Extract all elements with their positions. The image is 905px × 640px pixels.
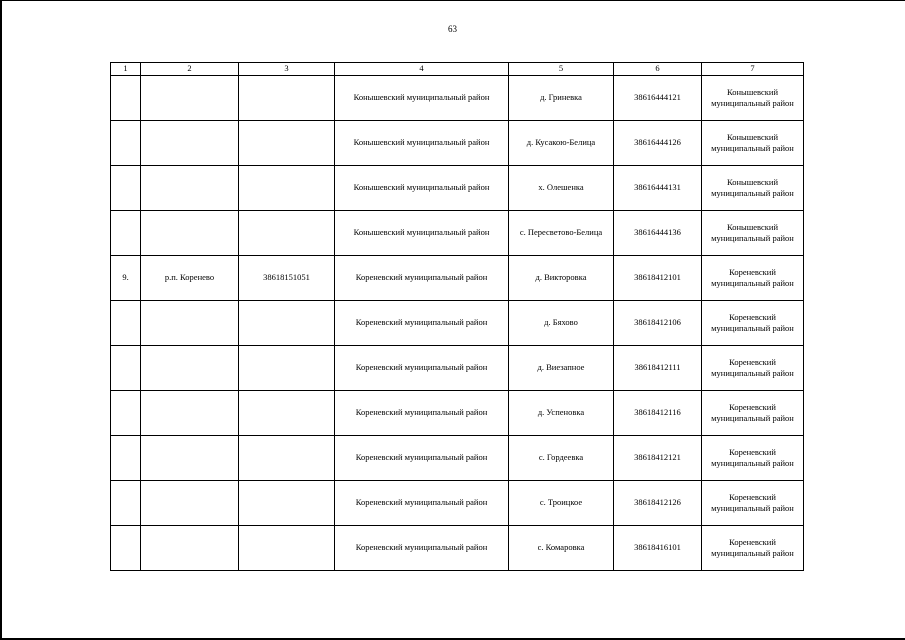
municipal-district-cell: Кореневский муниципальный район bbox=[335, 301, 509, 346]
district-cell: Конышевский муниципальный район bbox=[702, 76, 804, 121]
table-row bbox=[111, 166, 804, 211]
municipal-district-cell: Конышевский муниципальный район bbox=[335, 166, 509, 211]
district-cell: Конышевский муниципальный район bbox=[702, 166, 804, 211]
municipal-district-cell: Кореневский муниципальный район bbox=[335, 256, 509, 301]
table-row bbox=[111, 391, 804, 436]
municipal-district-cell: Кореневский муниципальный район bbox=[335, 526, 509, 571]
district-cell: Кореневский муниципальный район bbox=[702, 481, 804, 526]
locality-code-cell: 38616444126 bbox=[614, 121, 702, 166]
settlements-table bbox=[110, 62, 804, 571]
row-number-cell bbox=[111, 436, 141, 481]
table-row bbox=[111, 481, 804, 526]
oktmo-code-cell bbox=[239, 121, 335, 166]
row-number-cell bbox=[111, 526, 141, 571]
row-number-cell bbox=[111, 481, 141, 526]
column-header-7: 7 bbox=[702, 63, 804, 76]
district-cell: Кореневский муниципальный район bbox=[702, 526, 804, 571]
locality-cell: д. Викторовка bbox=[509, 256, 614, 301]
table-row bbox=[111, 301, 804, 346]
locality-code-cell: 38616444131 bbox=[614, 166, 702, 211]
page-frame-top bbox=[0, 0, 905, 1]
table-body bbox=[111, 76, 804, 571]
table-row bbox=[111, 76, 804, 121]
oktmo-code-cell: 38618151051 bbox=[239, 256, 335, 301]
locality-code-cell: 38616444121 bbox=[614, 76, 702, 121]
settlement-cell bbox=[141, 526, 239, 571]
settlement-cell bbox=[141, 346, 239, 391]
table-row bbox=[111, 526, 804, 571]
oktmo-code-cell bbox=[239, 346, 335, 391]
locality-cell: д. Виезапное bbox=[509, 346, 614, 391]
row-number-cell bbox=[111, 166, 141, 211]
table-row bbox=[111, 436, 804, 481]
column-header-2: 2 bbox=[141, 63, 239, 76]
page-number: 63 bbox=[448, 24, 457, 34]
row-number-cell bbox=[111, 346, 141, 391]
column-header-4: 4 bbox=[335, 63, 509, 76]
district-cell: Кореневский муниципальный район bbox=[702, 256, 804, 301]
district-cell: Кореневский муниципальный район bbox=[702, 391, 804, 436]
column-header-3: 3 bbox=[239, 63, 335, 76]
settlement-cell bbox=[141, 121, 239, 166]
locality-cell: д. Кусакою-Белица bbox=[509, 121, 614, 166]
locality-code-cell: 38618412116 bbox=[614, 391, 702, 436]
municipal-district-cell: Конышевский муниципальный район bbox=[335, 76, 509, 121]
column-header-1: 1 bbox=[111, 63, 141, 76]
row-number-cell bbox=[111, 121, 141, 166]
locality-code-cell: 38616444136 bbox=[614, 211, 702, 256]
table-row bbox=[111, 256, 804, 301]
oktmo-code-cell bbox=[239, 166, 335, 211]
district-cell: Конышевский муниципальный район bbox=[702, 211, 804, 256]
settlement-cell bbox=[141, 76, 239, 121]
settlement-cell: р.п. Коренево bbox=[141, 256, 239, 301]
district-cell: Кореневский муниципальный район bbox=[702, 346, 804, 391]
table-row bbox=[111, 346, 804, 391]
column-header-6: 6 bbox=[614, 63, 702, 76]
locality-code-cell: 38618416101 bbox=[614, 526, 702, 571]
district-cell: Конышевский муниципальный район bbox=[702, 121, 804, 166]
table-header-row bbox=[111, 63, 804, 76]
locality-cell: с. Комаровка bbox=[509, 526, 614, 571]
oktmo-code-cell bbox=[239, 526, 335, 571]
oktmo-code-cell bbox=[239, 481, 335, 526]
oktmo-code-cell bbox=[239, 301, 335, 346]
locality-cell: д. Бяхово bbox=[509, 301, 614, 346]
oktmo-code-cell bbox=[239, 211, 335, 256]
column-header-5: 5 bbox=[509, 63, 614, 76]
settlement-cell bbox=[141, 301, 239, 346]
table-row bbox=[111, 121, 804, 166]
municipal-district-cell: Кореневский муниципальный район bbox=[335, 436, 509, 481]
row-number-cell bbox=[111, 211, 141, 256]
settlement-cell bbox=[141, 166, 239, 211]
oktmo-code-cell bbox=[239, 391, 335, 436]
locality-cell: с. Гордеевка bbox=[509, 436, 614, 481]
row-number-cell: 9. bbox=[111, 256, 141, 301]
locality-cell: д. Гриневка bbox=[509, 76, 614, 121]
district-cell: Кореневский муниципальный район bbox=[702, 301, 804, 346]
locality-code-cell: 38618412121 bbox=[614, 436, 702, 481]
locality-cell: х. Олешенка bbox=[509, 166, 614, 211]
settlement-cell bbox=[141, 481, 239, 526]
settlement-cell bbox=[141, 211, 239, 256]
district-cell: Кореневский муниципальный район bbox=[702, 436, 804, 481]
table-row bbox=[111, 211, 804, 256]
row-number-cell bbox=[111, 391, 141, 436]
oktmo-code-cell bbox=[239, 436, 335, 481]
settlement-cell bbox=[141, 436, 239, 481]
page-frame-left bbox=[0, 0, 2, 640]
municipal-district-cell: Кореневский муниципальный район bbox=[335, 481, 509, 526]
locality-code-cell: 38618412106 bbox=[614, 301, 702, 346]
municipal-district-cell: Кореневский муниципальный район bbox=[335, 346, 509, 391]
locality-code-cell: 38618412101 bbox=[614, 256, 702, 301]
row-number-cell bbox=[111, 76, 141, 121]
municipal-district-cell: Кореневский муниципальный район bbox=[335, 391, 509, 436]
oktmo-code-cell bbox=[239, 76, 335, 121]
locality-code-cell: 38618412126 bbox=[614, 481, 702, 526]
settlement-cell bbox=[141, 391, 239, 436]
locality-code-cell: 38618412111 bbox=[614, 346, 702, 391]
municipal-district-cell: Конышевский муниципальный район bbox=[335, 211, 509, 256]
municipal-district-cell: Конышевский муниципальный район bbox=[335, 121, 509, 166]
row-number-cell bbox=[111, 301, 141, 346]
locality-cell: с. Троицкое bbox=[509, 481, 614, 526]
locality-cell: с. Пересветово-Белица bbox=[509, 211, 614, 256]
locality-cell: д. Успеновка bbox=[509, 391, 614, 436]
